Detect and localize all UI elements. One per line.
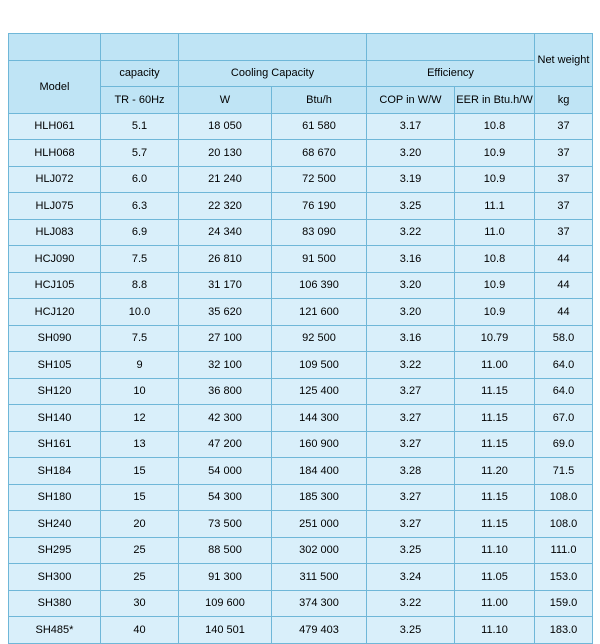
- cell-model: SH485*: [9, 617, 101, 644]
- table-row: [9, 352, 593, 379]
- cell-cop: 3.22: [367, 219, 455, 246]
- table-row: [9, 458, 593, 485]
- table-row: [9, 431, 593, 458]
- cell-cop: 3.24: [367, 564, 455, 591]
- cell-cooling_w: 47 200: [179, 431, 272, 458]
- header-cut-left: [9, 34, 101, 61]
- cell-eer: 11.15: [455, 511, 535, 538]
- cell-capacity: 15: [101, 458, 179, 485]
- cell-model: HLH061: [9, 113, 101, 140]
- cell-capacity: 7.5: [101, 325, 179, 352]
- cell-eer: 11.10: [455, 537, 535, 564]
- cell-eer: 10.9: [455, 299, 535, 326]
- cell-cop: 3.28: [367, 458, 455, 485]
- cell-eer: 11.15: [455, 431, 535, 458]
- cell-cooling_btuh: 106 390: [272, 272, 367, 299]
- table-row: [9, 511, 593, 538]
- table-row: [9, 617, 593, 644]
- cell-model: SH180: [9, 484, 101, 511]
- cell-model: HLJ075: [9, 193, 101, 220]
- table-row: [9, 113, 593, 140]
- cell-eer: 10.8: [455, 246, 535, 273]
- cell-cop: 3.27: [367, 484, 455, 511]
- cell-cooling_btuh: 479 403: [272, 617, 367, 644]
- cell-cooling_w: 18 050: [179, 113, 272, 140]
- cell-capacity: 5.7: [101, 140, 179, 167]
- cell-capacity: 10.0: [101, 299, 179, 326]
- specification-table: [8, 33, 593, 644]
- cell-cooling_w: 88 500: [179, 537, 272, 564]
- cell-cooling_btuh: 374 300: [272, 590, 367, 617]
- cell-eer: 11.10: [455, 617, 535, 644]
- cell-cooling_btuh: 91 500: [272, 246, 367, 273]
- cell-eer: 11.15: [455, 484, 535, 511]
- cell-cooling_btuh: 83 090: [272, 219, 367, 246]
- cell-cop: 3.25: [367, 193, 455, 220]
- cell-cooling_w: 54 000: [179, 458, 272, 485]
- cell-model: SH184: [9, 458, 101, 485]
- cell-cooling_btuh: 76 190: [272, 193, 367, 220]
- cell-net_weight: 37: [535, 140, 593, 167]
- cell-capacity: 9: [101, 352, 179, 379]
- cell-net_weight: 44: [535, 299, 593, 326]
- cell-capacity: 25: [101, 537, 179, 564]
- cell-net_weight: 64.0: [535, 352, 593, 379]
- cell-net_weight: 58.0: [535, 325, 593, 352]
- cell-cop: 3.27: [367, 405, 455, 432]
- cell-cooling_btuh: 302 000: [272, 537, 367, 564]
- cell-cooling_btuh: 121 600: [272, 299, 367, 326]
- cell-model: HCJ105: [9, 272, 101, 299]
- cell-capacity: 6.0: [101, 166, 179, 193]
- cell-net_weight: 71.5: [535, 458, 593, 485]
- cell-net_weight: 159.0: [535, 590, 593, 617]
- table-row: [9, 272, 593, 299]
- cell-cop: 3.16: [367, 325, 455, 352]
- cell-eer: 11.00: [455, 352, 535, 379]
- cell-eer: 10.79: [455, 325, 535, 352]
- cell-capacity: 6.9: [101, 219, 179, 246]
- cell-cop: 3.25: [367, 617, 455, 644]
- cell-model: SH140: [9, 405, 101, 432]
- header-net-weight: Net weight: [535, 34, 593, 87]
- cell-cooling_w: 109 600: [179, 590, 272, 617]
- cell-cop: 3.27: [367, 378, 455, 405]
- cell-capacity: 6.3: [101, 193, 179, 220]
- header-sub-kg: kg: [535, 87, 593, 114]
- cell-net_weight: 37: [535, 193, 593, 220]
- cell-model: SH240: [9, 511, 101, 538]
- cell-cop: 3.20: [367, 272, 455, 299]
- cell-capacity: 15: [101, 484, 179, 511]
- table-header: [9, 34, 593, 114]
- header-model: Model: [9, 60, 101, 113]
- cell-cooling_btuh: 125 400: [272, 378, 367, 405]
- cell-cooling_w: 26 810: [179, 246, 272, 273]
- cell-cop: 3.22: [367, 590, 455, 617]
- header-capacity: capacity: [101, 60, 179, 87]
- header-cut-efficiency: [367, 34, 535, 61]
- cell-cop: 3.27: [367, 431, 455, 458]
- table-row: [9, 219, 593, 246]
- header-row-top: [9, 34, 593, 61]
- cell-cooling_btuh: 160 900: [272, 431, 367, 458]
- cell-cooling_btuh: 61 580: [272, 113, 367, 140]
- cell-net_weight: 44: [535, 246, 593, 273]
- cell-capacity: 13: [101, 431, 179, 458]
- cell-cooling_w: 54 300: [179, 484, 272, 511]
- table-row: [9, 246, 593, 273]
- cell-cooling_w: 22 320: [179, 193, 272, 220]
- table-row: [9, 140, 593, 167]
- cell-capacity: 30: [101, 590, 179, 617]
- cell-cooling_w: 27 100: [179, 325, 272, 352]
- cell-cooling_w: 20 130: [179, 140, 272, 167]
- table-row: [9, 590, 593, 617]
- cell-net_weight: 37: [535, 113, 593, 140]
- cell-model: HLH068: [9, 140, 101, 167]
- cell-cooling_btuh: 109 500: [272, 352, 367, 379]
- cell-cooling_btuh: 144 300: [272, 405, 367, 432]
- cell-eer: 10.8: [455, 113, 535, 140]
- cell-model: SH295: [9, 537, 101, 564]
- cell-net_weight: 37: [535, 219, 593, 246]
- table-row: [9, 166, 593, 193]
- cell-cooling_w: 42 300: [179, 405, 272, 432]
- cell-net_weight: 64.0: [535, 378, 593, 405]
- cell-net_weight: 108.0: [535, 511, 593, 538]
- cell-capacity: 8.8: [101, 272, 179, 299]
- cell-model: HLJ072: [9, 166, 101, 193]
- cell-eer: 10.9: [455, 166, 535, 193]
- cell-cop: 3.20: [367, 140, 455, 167]
- cell-cooling_btuh: 72 500: [272, 166, 367, 193]
- cell-eer: 10.9: [455, 272, 535, 299]
- cell-cooling_w: 35 620: [179, 299, 272, 326]
- cell-model: SH300: [9, 564, 101, 591]
- cell-model: SH120: [9, 378, 101, 405]
- cell-cooling_w: 24 340: [179, 219, 272, 246]
- cell-cop: 3.25: [367, 537, 455, 564]
- table-row: [9, 325, 593, 352]
- cell-model: SH105: [9, 352, 101, 379]
- cell-cop: 3.19: [367, 166, 455, 193]
- table-body: [9, 113, 593, 643]
- cell-cooling_w: 21 240: [179, 166, 272, 193]
- cell-net_weight: 108.0: [535, 484, 593, 511]
- header-sub-w: W: [179, 87, 272, 114]
- cell-cop: 3.17: [367, 113, 455, 140]
- cell-cooling_btuh: 311 500: [272, 564, 367, 591]
- cell-cooling_w: 36 800: [179, 378, 272, 405]
- table-row: [9, 193, 593, 220]
- cell-cop: 3.27: [367, 511, 455, 538]
- cell-model: HCJ120: [9, 299, 101, 326]
- cell-capacity: 7.5: [101, 246, 179, 273]
- table-row: [9, 484, 593, 511]
- cell-capacity: 10: [101, 378, 179, 405]
- cell-net_weight: 44: [535, 272, 593, 299]
- header-sub-btuh: Btu/h: [272, 87, 367, 114]
- header-sub-cop: COP in W/W: [367, 87, 455, 114]
- table-row: [9, 378, 593, 405]
- cell-model: SH380: [9, 590, 101, 617]
- cell-cooling_btuh: 251 000: [272, 511, 367, 538]
- cell-cooling_btuh: 184 400: [272, 458, 367, 485]
- header-efficiency: Efficiency: [367, 60, 535, 87]
- cell-capacity: 25: [101, 564, 179, 591]
- header-sub-tr: TR - 60Hz: [101, 87, 179, 114]
- cell-model: HCJ090: [9, 246, 101, 273]
- cell-cooling_w: 31 170: [179, 272, 272, 299]
- header-cooling-capacity: Cooling Capacity: [179, 60, 367, 87]
- cell-cooling_w: 91 300: [179, 564, 272, 591]
- table-row: [9, 537, 593, 564]
- cell-cooling_w: 140 501: [179, 617, 272, 644]
- cell-model: HLJ083: [9, 219, 101, 246]
- cell-eer: 11.00: [455, 590, 535, 617]
- cell-eer: 11.15: [455, 405, 535, 432]
- header-cut-capacity: [101, 34, 179, 61]
- table-row: [9, 405, 593, 432]
- table-row: [9, 299, 593, 326]
- cell-net_weight: 183.0: [535, 617, 593, 644]
- cell-capacity: 20: [101, 511, 179, 538]
- cell-cooling_w: 73 500: [179, 511, 272, 538]
- cell-model: SH090: [9, 325, 101, 352]
- cell-net_weight: 153.0: [535, 564, 593, 591]
- cell-capacity: 12: [101, 405, 179, 432]
- cell-net_weight: 69.0: [535, 431, 593, 458]
- cell-model: SH161: [9, 431, 101, 458]
- header-row-group: [9, 60, 593, 87]
- cell-cop: 3.16: [367, 246, 455, 273]
- header-sub-eer: EER in Btu.h/W: [455, 87, 535, 114]
- cell-capacity: 40: [101, 617, 179, 644]
- cell-cop: 3.20: [367, 299, 455, 326]
- cell-eer: 11.15: [455, 378, 535, 405]
- cell-capacity: 5.1: [101, 113, 179, 140]
- header-cut-cooling: [179, 34, 367, 61]
- cell-eer: 11.1: [455, 193, 535, 220]
- cell-eer: 11.05: [455, 564, 535, 591]
- cell-net_weight: 37: [535, 166, 593, 193]
- cell-net_weight: 111.0: [535, 537, 593, 564]
- cell-eer: 11.0: [455, 219, 535, 246]
- cell-cop: 3.22: [367, 352, 455, 379]
- cell-eer: 10.9: [455, 140, 535, 167]
- cell-net_weight: 67.0: [535, 405, 593, 432]
- cell-cooling_btuh: 92 500: [272, 325, 367, 352]
- cell-cooling_btuh: 185 300: [272, 484, 367, 511]
- cell-cooling_w: 32 100: [179, 352, 272, 379]
- cell-cooling_btuh: 68 670: [272, 140, 367, 167]
- table-row: [9, 564, 593, 591]
- cell-eer: 11.20: [455, 458, 535, 485]
